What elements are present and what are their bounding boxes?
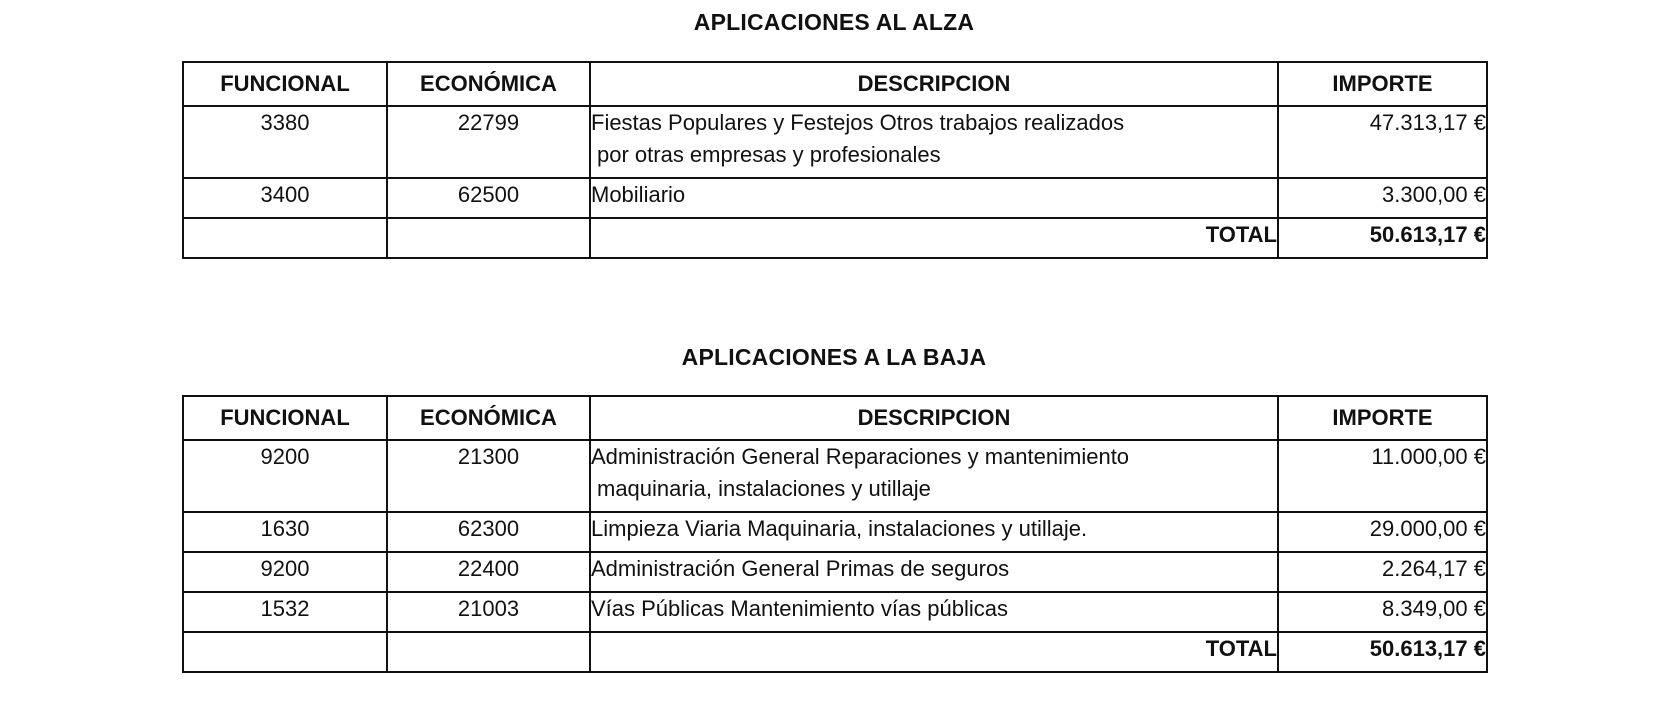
table-header-row xyxy=(183,62,1487,106)
total-label: TOTAL xyxy=(590,218,1278,258)
total-label: TOTAL xyxy=(590,632,1278,672)
total-amount: 50.613,17 € xyxy=(1278,632,1487,672)
cell-funcional: 9200 xyxy=(183,440,387,512)
descripcion-line-1: Fiestas Populares y Festejos Otros trabajos realizados xyxy=(591,110,1125,135)
empty-cell xyxy=(387,218,590,258)
cell-importe: 2.264,17 € xyxy=(1278,552,1487,592)
cell-descripcion: Mobiliario xyxy=(590,178,1278,218)
cell-funcional: 3400 xyxy=(183,178,387,218)
header-funcional: FUNCIONAL xyxy=(183,396,387,440)
header-economica: ECONÓMICA xyxy=(387,396,590,440)
header-economica: ECONÓMICA xyxy=(387,62,590,106)
total-row xyxy=(183,632,1487,672)
cell-descripcion: Limpieza Viaria Maquinaria, instalaciones y utillaje. xyxy=(590,512,1278,552)
cell-funcional: 9200 xyxy=(183,552,387,592)
section-title-alza: APLICACIONES AL ALZA xyxy=(693,9,975,35)
table-row xyxy=(183,552,1487,592)
table-row xyxy=(183,106,1487,178)
cell-importe: 47.313,17 € xyxy=(1278,106,1487,178)
table-alza xyxy=(182,61,1488,259)
table-row xyxy=(183,592,1487,632)
cell-importe: 29.000,00 € xyxy=(1278,512,1487,552)
header-descripcion: DESCRIPCION xyxy=(590,62,1278,106)
cell-funcional: 3380 xyxy=(183,106,387,178)
cell-economica: 62500 xyxy=(387,178,590,218)
cell-descripcion: Vías Públicas Mantenimiento vías públicas xyxy=(590,592,1278,632)
header-funcional: FUNCIONAL xyxy=(183,62,387,106)
cell-economica: 22400 xyxy=(387,552,590,592)
cell-economica: 21003 xyxy=(387,592,590,632)
empty-cell xyxy=(183,218,387,258)
empty-cell xyxy=(183,632,387,672)
cell-importe: 3.300,00 € xyxy=(1278,178,1487,218)
cell-descripcion xyxy=(590,440,1278,512)
table-baja xyxy=(182,395,1488,673)
descripcion-line-2: por otras empresas y profesionales xyxy=(597,142,941,167)
descripcion-line-1: Administración General Reparaciones y mantenimiento xyxy=(591,444,1130,469)
table-header-row xyxy=(183,396,1487,440)
table-row xyxy=(183,178,1487,218)
cell-funcional: 1630 xyxy=(183,512,387,552)
total-amount: 50.613,17 € xyxy=(1278,218,1487,258)
cell-importe: 11.000,00 € xyxy=(1278,440,1487,512)
descripcion-line-2: maquinaria, instalaciones y utillaje xyxy=(597,476,931,501)
cell-economica: 22799 xyxy=(387,106,590,178)
section-title-baja: APLICACIONES A LA BAJA xyxy=(681,344,987,370)
cell-importe: 8.349,00 € xyxy=(1278,592,1487,632)
cell-economica: 62300 xyxy=(387,512,590,552)
header-importe: IMPORTE xyxy=(1278,62,1487,106)
header-importe: IMPORTE xyxy=(1278,396,1487,440)
cell-descripcion: Administración General Primas de seguros xyxy=(590,552,1278,592)
cell-descripcion xyxy=(590,106,1278,178)
table-row xyxy=(183,440,1487,512)
table-row xyxy=(183,512,1487,552)
header-descripcion: DESCRIPCION xyxy=(590,396,1278,440)
total-row xyxy=(183,218,1487,258)
cell-funcional: 1532 xyxy=(183,592,387,632)
cell-economica: 21300 xyxy=(387,440,590,512)
empty-cell xyxy=(387,632,590,672)
